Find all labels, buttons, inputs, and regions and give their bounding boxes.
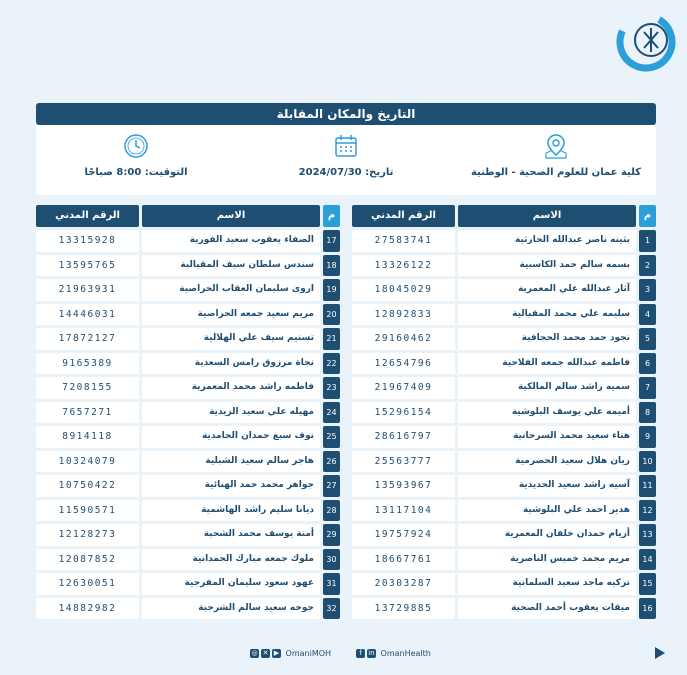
row-name: جواهر محمد حمد الهنائية [142, 475, 320, 497]
table-row [352, 402, 656, 424]
row-civil-number: 11590571 [36, 500, 139, 522]
row-civil-number: 13326122 [352, 255, 455, 277]
row-name: جوخه سعيد سالم الشرجية [142, 598, 320, 620]
row-name: نوف سبع حمدان الحامدية [142, 426, 320, 448]
row-civil-number: 29160462 [352, 328, 455, 350]
row-name: سندس سلطان سيف المقبالية [142, 255, 320, 277]
col-name-header: الاسم [142, 205, 320, 227]
table-row [352, 475, 656, 497]
row-civil-number: 25563777 [352, 451, 455, 473]
table-row [36, 328, 340, 350]
table-row [352, 304, 656, 326]
row-number: 7 [639, 377, 656, 399]
row-number: 24 [323, 402, 340, 424]
row-name: هناء سعيد محمد السرحانية [458, 426, 636, 448]
row-name: تسنيم سيف علي الهلالية [142, 328, 320, 350]
row-civil-number: 12128273 [36, 524, 139, 546]
interview-info [36, 125, 656, 195]
row-number: 5 [639, 328, 656, 350]
table-row [352, 279, 656, 301]
row-civil-number: 19757924 [352, 524, 455, 546]
row-name: فاطمه راشد محمد المعمرية [142, 377, 320, 399]
table-row [352, 353, 656, 375]
table-row [36, 255, 340, 277]
row-number: 6 [639, 353, 656, 375]
table-row [36, 524, 340, 546]
row-name: أريام حمدان خلفان المعمرية [458, 524, 636, 546]
row-name: تركيه ماجد سعيد السلمانية [458, 573, 636, 595]
row-number: 20 [323, 304, 340, 326]
clock-icon [121, 131, 151, 161]
table-row [36, 549, 340, 571]
row-civil-number: 12892833 [352, 304, 455, 326]
table-row [36, 598, 340, 620]
row-civil-number: 7657271 [36, 402, 139, 424]
row-civil-number: 8914118 [36, 426, 139, 448]
row-number: 14 [639, 549, 656, 571]
row-number: 8 [639, 402, 656, 424]
table-row [352, 573, 656, 595]
row-name: أمنة يوسف محمد الشحية [142, 524, 320, 546]
linkedin-icon: in [368, 649, 375, 657]
row-civil-number: 15296154 [352, 402, 455, 424]
row-number: 21 [323, 328, 340, 350]
row-civil-number: 12630051 [36, 573, 139, 595]
row-number: 26 [323, 451, 340, 473]
row-name: أميمه علي يوسف البلوشية [458, 402, 636, 424]
row-name: فاطمه عبدالله جمعه الفلاحية [458, 353, 636, 375]
date-value: 2024/07/30 [298, 167, 362, 178]
row-name: مريم سعيد جمعه الحراصية [142, 304, 320, 326]
row-number: 16 [639, 598, 656, 620]
candidates-table-right [352, 205, 656, 622]
table-row [352, 230, 656, 252]
table-row [352, 598, 656, 620]
row-name: مهيله علي سعيد الزيدية [142, 402, 320, 424]
table-row [352, 328, 656, 350]
row-civil-number: 12087852 [36, 549, 139, 571]
row-civil-number: 14882982 [36, 598, 139, 620]
table-header [352, 205, 656, 227]
row-civil-number: 28616797 [352, 426, 455, 448]
row-number: 11 [639, 475, 656, 497]
row-name: اروى سليمان العقاب الحراصية [142, 279, 320, 301]
row-name: هاجر سالم سعيد الشبلية [142, 451, 320, 473]
row-number: 29 [323, 524, 340, 546]
col-number-header: م [323, 205, 340, 227]
row-civil-number: 13593967 [352, 475, 455, 497]
row-number: 32 [323, 598, 340, 620]
row-number: 2 [639, 255, 656, 277]
row-civil-number: 17872127 [36, 328, 139, 350]
row-name: ريان هلال سعيد الحضرمية [458, 451, 636, 473]
social-handle-2[interactable] [356, 649, 431, 658]
row-name: مريم محمد خميس الناصرية [458, 549, 636, 571]
row-civil-number: 18045029 [352, 279, 455, 301]
map-pin-icon [541, 131, 571, 161]
table-row [352, 451, 656, 473]
row-civil-number: 21963931 [36, 279, 139, 301]
play-icon[interactable] [655, 647, 665, 659]
table-row [36, 475, 340, 497]
row-civil-number: 20303287 [352, 573, 455, 595]
row-number: 31 [323, 573, 340, 595]
table-row [36, 353, 340, 375]
row-number: 18 [323, 255, 340, 277]
date-info [246, 131, 446, 178]
row-civil-number: 21967409 [352, 377, 455, 399]
location-info [456, 131, 656, 178]
table-row [36, 426, 340, 448]
row-number: 30 [323, 549, 340, 571]
row-number: 22 [323, 353, 340, 375]
row-civil-number: 14446031 [36, 304, 139, 326]
row-name: بسمه سالم حمد الكاسبية [458, 255, 636, 277]
row-civil-number: 7208155 [36, 377, 139, 399]
row-civil-number: 9165389 [36, 353, 139, 375]
row-number: 25 [323, 426, 340, 448]
row-number: 28 [323, 500, 340, 522]
row-civil-number: 13117104 [352, 500, 455, 522]
col-name-header: الاسم [458, 205, 636, 227]
row-name: ملوك جمعه مبارك الحمدانية [142, 549, 320, 571]
ministry-logo [614, 10, 678, 74]
row-civil-number: 12654796 [352, 353, 455, 375]
col-civil-header: الرقم المدني [352, 205, 455, 227]
table-row [352, 377, 656, 399]
row-number: 17 [323, 230, 340, 252]
row-civil-number: 10750422 [36, 475, 139, 497]
time-value: 8:00 صباحًا [84, 167, 142, 178]
row-name: آسيه راشد سعيد الحديدية [458, 475, 636, 497]
table-row [36, 573, 340, 595]
table-row [36, 304, 340, 326]
table-row [36, 377, 340, 399]
row-name: ميقات يعقوب أحمد الصحية [458, 598, 636, 620]
row-name: بثينه ناصر عبدالله الحارثية [458, 230, 636, 252]
time-text [36, 167, 236, 178]
table-row [352, 524, 656, 546]
table-row [36, 451, 340, 473]
row-number: 23 [323, 377, 340, 399]
youtube-icon: ▶ [273, 649, 280, 657]
row-civil-number: 27583741 [352, 230, 455, 252]
time-label: التوقيت: [144, 167, 188, 178]
row-civil-number: 10324079 [36, 451, 139, 473]
table-header [36, 205, 340, 227]
instagram-icon: ◎ [251, 649, 258, 657]
row-name: الصفاء يعقوب سعيد الفورية [142, 230, 320, 252]
date-text [246, 167, 446, 178]
row-number: 13 [639, 524, 656, 546]
row-name: سليمه علي محمد المقبالية [458, 304, 636, 326]
time-info [36, 131, 236, 178]
row-name: نجود حمد محمد الحجافية [458, 328, 636, 350]
col-civil-header: الرقم المدني [36, 205, 139, 227]
table-row [352, 255, 656, 277]
col-number-header: م [639, 205, 656, 227]
date-label: تاريخ: [365, 167, 394, 178]
row-name: ديانا سليم راشد الهاشمية [142, 500, 320, 522]
row-number: 9 [639, 426, 656, 448]
row-number: 10 [639, 451, 656, 473]
row-number: 1 [639, 230, 656, 252]
row-number: 27 [323, 475, 340, 497]
row-name: سميه راشد سالم المالكية [458, 377, 636, 399]
row-civil-number: 13729885 [352, 598, 455, 620]
table-row [352, 500, 656, 522]
facebook-icon: f [356, 649, 365, 658]
table-row [352, 426, 656, 448]
row-number: 12 [639, 500, 656, 522]
handle2-text: OmanHealth [380, 649, 431, 658]
row-number: 19 [323, 279, 340, 301]
x-icon: ✕ [262, 649, 269, 657]
row-name: عهود سعود سليمان المفرجية [142, 573, 320, 595]
row-civil-number: 13315928 [36, 230, 139, 252]
row-civil-number: 13595765 [36, 255, 139, 277]
calendar-icon [331, 131, 361, 161]
table-row [352, 549, 656, 571]
handle1-text: OmaniMOH [285, 649, 332, 658]
row-number: 15 [639, 573, 656, 595]
row-name: هدير احمد علي البلوشية [458, 500, 636, 522]
table-row [36, 500, 340, 522]
row-civil-number: 18667761 [352, 549, 455, 571]
location-text: كلية عمان للعلوم الصحية - الوطنية [470, 167, 642, 178]
table-row [36, 279, 340, 301]
footer [0, 647, 687, 663]
table-row [36, 230, 340, 252]
section-title: التاريخ والمكان المقابلة [36, 103, 656, 125]
row-name: نجاة مرزوق رامس السعدية [142, 353, 320, 375]
row-name: آثار عبدالله علي المعمرية [458, 279, 636, 301]
row-number: 4 [639, 304, 656, 326]
candidates-table-left [36, 205, 340, 622]
row-number: 3 [639, 279, 656, 301]
table-row [36, 402, 340, 424]
social-handle-1[interactable] [250, 649, 331, 658]
